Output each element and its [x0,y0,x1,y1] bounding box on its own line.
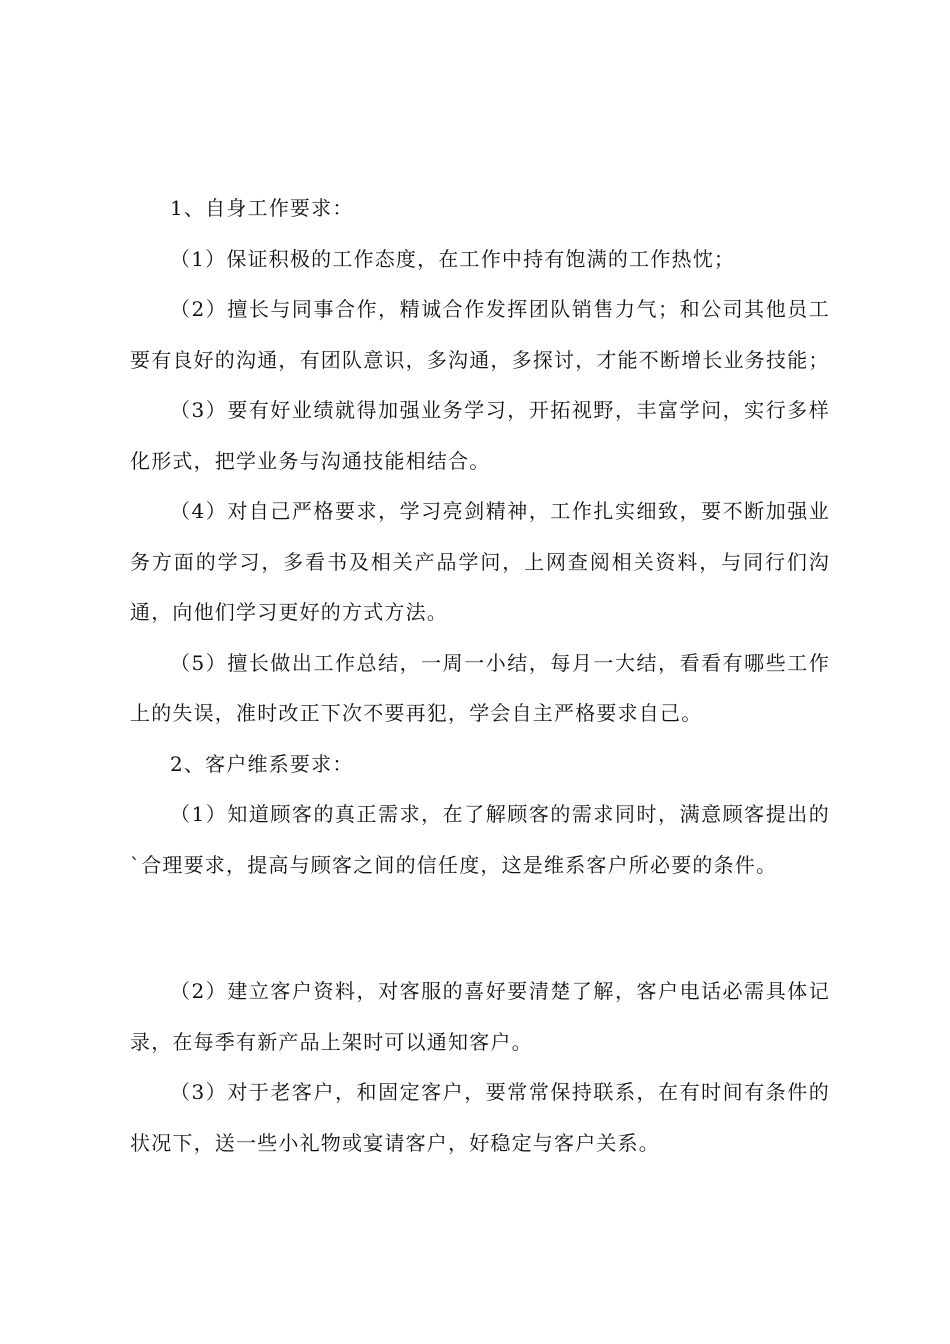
text-block-continued [130,966,830,1168]
paragraph-work-3: （3）要有好业绩就得加强业务学习，开拓视野，丰富学问，实行多样化形式，把学业务与沟通技能相结合。 [130,398,830,473]
section-heading-customer-requirements: 2、客户维系要求： [170,751,354,776]
paragraph-work-5: （5）擅长做出工作总结，一周一小结，每月一大结，看看有哪些工作上的失误，准时改正下次不要再犯，学会自主严格要求自己。 [130,650,830,725]
paragraph-customer-1: （1）知道顾客的真正需求，在了解顾客的需求同时，满意顾客提出的`合理要求，提高与顾客之间的信任度，这是维系客户所必要的条件。 [130,802,830,877]
text-block-main [130,183,830,890]
paragraph-work-1: （1）保证积极的工作态度，在工作中持有饱满的工作热忱； [170,246,736,271]
paragraph-work-4: （4）对自己严格要求，学习亮剑精神，工作扎实细致，要不断加强业务方面的学习，多看书及相关产品学问，上网查阅相关资料，与同行们沟通，向他们学习更好的方式方法。 [130,499,830,624]
paragraph-customer-2: （2）建立客户资料，对客服的喜好要清楚了解，客户电话必需具体记录，在每季有新产品上架时可以通知客户。 [130,979,830,1054]
paragraph-customer-3: （3）对于老客户，和固定客户，要常常保持联系，在有时间有条件的状况下，送一些小礼物或宴请客户，好稳定与客户关系。 [130,1080,830,1155]
paragraph-work-2: （2）擅长与同事合作，精诚合作发挥团队销售力气；和公司其他员工要有良好的沟通，有团队意识，多沟通，多探讨，才能不断增长业务技能； [130,297,830,372]
section-heading-work-requirements: 1、自身工作要求： [170,196,354,220]
